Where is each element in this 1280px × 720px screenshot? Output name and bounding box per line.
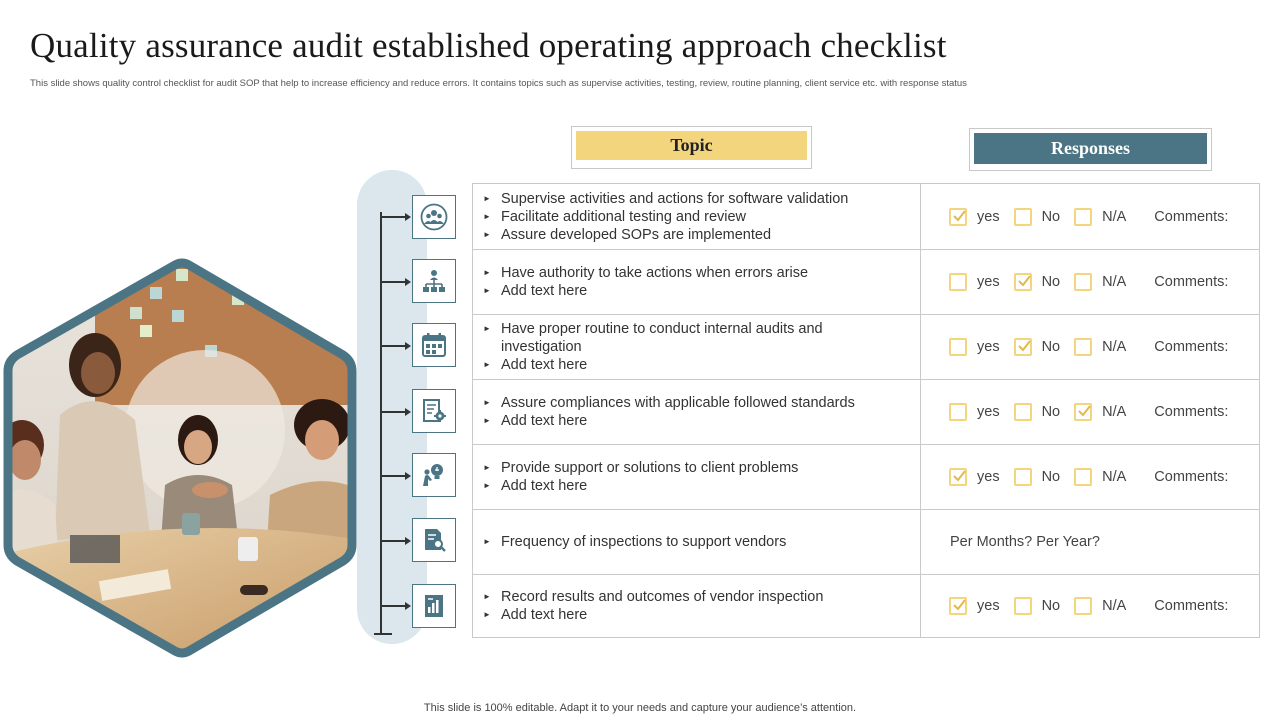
bullet-icon: ► (483, 324, 491, 333)
slide-footer: This slide is 100% editable. Adapt it to your needs and capture your audience’s attention. (423, 702, 857, 714)
yes-checkbox[interactable] (949, 338, 967, 356)
na-checkbox[interactable] (1074, 338, 1092, 356)
topic-header (571, 126, 812, 169)
bullet-icon: ► (483, 481, 491, 490)
bullet-icon: ► (483, 268, 491, 277)
no-label: No (1041, 404, 1061, 420)
yes-label: yes (977, 598, 1000, 614)
topic-text: Add text here (501, 413, 588, 429)
team-icon (412, 195, 456, 239)
yes-checkbox[interactable] (949, 208, 967, 226)
na-checkbox[interactable] (1074, 273, 1092, 291)
no-label: No (1041, 339, 1061, 355)
yes-checkbox[interactable] (949, 468, 967, 486)
timeline-base (374, 633, 392, 635)
na-label: N/A (1102, 274, 1127, 290)
topic-text: Supervise activities and actions for software validation (501, 190, 849, 207)
bullet-icon: ► (483, 211, 491, 221)
yes-label: yes (977, 469, 1000, 485)
no-label: No (1041, 208, 1061, 225)
topic-cell (481, 315, 823, 379)
table-row (473, 379, 1259, 444)
response-cell (949, 250, 1259, 314)
settings-document-icon (412, 389, 456, 433)
responses-header (969, 128, 1212, 171)
no-checkbox[interactable] (1014, 597, 1032, 615)
yes-label: yes (977, 339, 1000, 355)
topic-cell (481, 250, 808, 314)
na-label: N/A (1102, 339, 1127, 355)
topic-cell (481, 380, 855, 444)
no-checkbox[interactable] (1014, 208, 1032, 226)
calendar-icon (412, 323, 456, 367)
timeline-connector (380, 345, 406, 347)
na-checkbox[interactable] (1074, 597, 1092, 615)
responses-header-label: Responses (974, 133, 1207, 164)
yes-label: yes (977, 208, 1000, 225)
table-row (473, 249, 1259, 314)
topic-cell (481, 445, 798, 509)
bullet-icon: ► (483, 537, 491, 546)
na-label: N/A (1102, 469, 1127, 485)
comments-label: Comments: (1154, 598, 1229, 614)
bullet-icon: ► (483, 463, 491, 472)
na-label: N/A (1102, 404, 1127, 420)
yes-label: yes (977, 404, 1000, 420)
table-row (473, 444, 1259, 509)
table-row (473, 314, 1259, 379)
topic-text: Provide support or solutions to client problems (501, 460, 799, 476)
table-row (473, 184, 1259, 249)
inspection-document-icon (412, 518, 456, 562)
slide-title: Quality assurance audit established operating approach checklist (30, 26, 947, 65)
response-cell (949, 315, 1259, 379)
topic-text: Record results and outcomes of vendor inspection (501, 589, 824, 605)
topic-text: Add text here (501, 607, 588, 623)
na-checkbox[interactable] (1074, 208, 1092, 226)
yes-label: yes (977, 274, 1000, 290)
no-label: No (1041, 598, 1061, 614)
comments-label: Comments: (1154, 339, 1229, 355)
topic-cell (481, 184, 848, 249)
response-cell (949, 380, 1259, 444)
topic-text: investigation (501, 339, 582, 355)
topic-text: Add text here (501, 357, 588, 373)
frequency-response: Per Months? Per Year? (950, 534, 1100, 550)
bullet-icon: ► (483, 229, 491, 239)
table-row (473, 574, 1259, 637)
timeline-connector (380, 475, 406, 477)
topic-text: Add text here (501, 283, 588, 299)
topic-text: Have proper routine to conduct internal audits and (501, 321, 823, 337)
bullet-icon: ► (483, 286, 491, 295)
no-checkbox[interactable] (1014, 403, 1032, 421)
no-label: No (1041, 274, 1061, 290)
topic-text: Assure developed SOPs are implemented (501, 226, 772, 243)
comments-label: Comments: (1154, 404, 1229, 420)
response-cell (950, 510, 1260, 574)
topic-text: Add text here (501, 478, 588, 494)
response-cell (949, 575, 1259, 637)
timeline-connector (380, 540, 406, 542)
timeline-connector (380, 281, 406, 283)
table-row (473, 509, 1259, 574)
checklist-table (472, 183, 1260, 638)
timeline-connector (380, 411, 406, 413)
yes-checkbox[interactable] (949, 273, 967, 291)
no-checkbox[interactable] (1014, 338, 1032, 356)
topic-cell (481, 575, 823, 637)
response-cell (949, 184, 1259, 249)
na-label: N/A (1102, 208, 1127, 225)
yes-checkbox[interactable] (949, 403, 967, 421)
bullet-icon: ► (483, 193, 491, 203)
comments-label: Comments: (1154, 208, 1229, 225)
hierarchy-icon (412, 259, 456, 303)
yes-checkbox[interactable] (949, 597, 967, 615)
support-idea-icon (412, 453, 456, 497)
slide-subtitle: This slide shows quality control checklist for audit SOP that help to increase efficiency and reduce errors. It contains topics such as supervise activities, testing, review, routine planning, client service etc. with response status (30, 78, 967, 89)
bullet-icon: ► (483, 360, 491, 369)
topic-header-label: Topic (576, 131, 807, 160)
bullet-icon: ► (483, 592, 491, 601)
timeline-line (380, 212, 382, 634)
na-label: N/A (1102, 598, 1127, 614)
meeting-photo (0, 255, 360, 660)
report-chart-icon (412, 584, 456, 628)
topic-text: Frequency of inspections to support vendors (501, 534, 787, 550)
topic-cell (481, 510, 786, 574)
bullet-icon: ► (483, 398, 491, 407)
topic-text: Assure compliances with applicable followed standards (501, 395, 855, 411)
na-checkbox[interactable] (1074, 468, 1092, 486)
bullet-icon: ► (483, 610, 491, 619)
response-cell (949, 445, 1259, 509)
timeline-connector (380, 605, 406, 607)
no-checkbox[interactable] (1014, 468, 1032, 486)
comments-label: Comments: (1154, 469, 1229, 485)
no-label: No (1041, 469, 1061, 485)
no-checkbox[interactable] (1014, 273, 1032, 291)
comments-label: Comments: (1154, 274, 1229, 290)
na-checkbox[interactable] (1074, 403, 1092, 421)
bullet-icon: ► (483, 416, 491, 425)
timeline-connector (380, 216, 406, 218)
topic-text: Have authority to take actions when errors arise (501, 265, 809, 281)
topic-text: Facilitate additional testing and review (501, 208, 747, 225)
